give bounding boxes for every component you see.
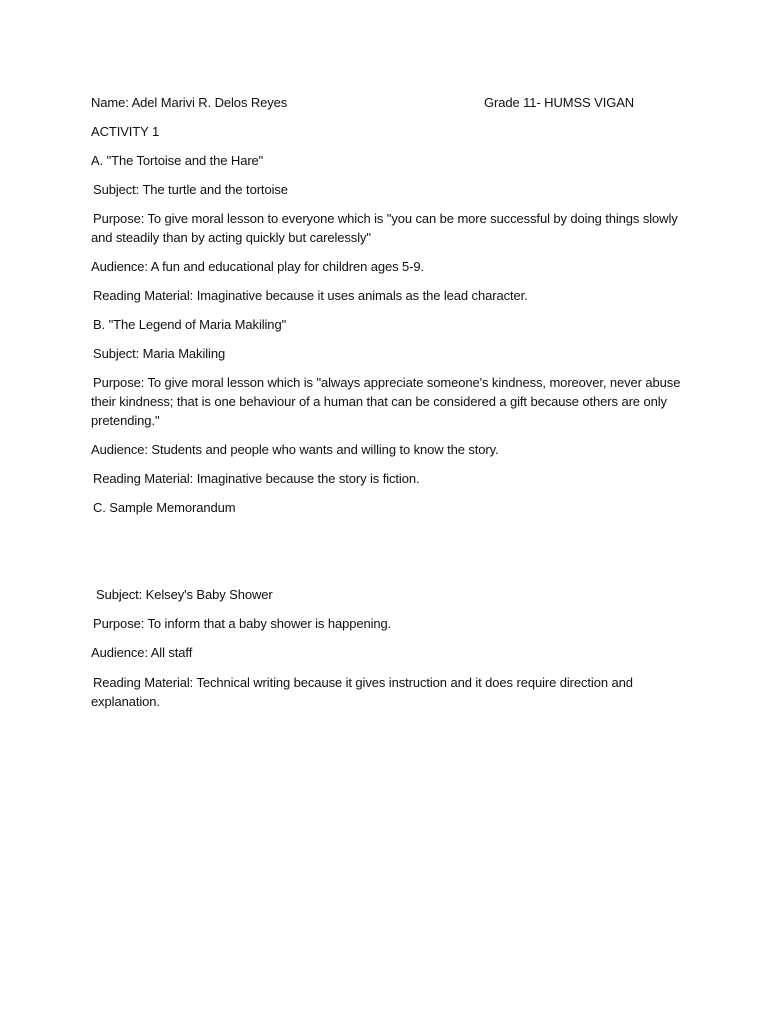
grade-section: Grade 11- HUMSS VIGAN — [484, 95, 635, 110]
section-b-purpose-line1: Purpose: To give moral lesson which is "always appreciate someone's kindness, moreover, never abuse — [93, 375, 681, 390]
section-b-purpose-line3: pretending." — [91, 413, 160, 428]
section-c-reading-material-line2: explanation. — [91, 694, 160, 709]
section-b-subject: Subject: Maria Makiling — [93, 346, 226, 361]
section-c-audience: Audience: All staff — [91, 645, 193, 660]
section-b-purpose-line2: their kindness; that is one behaviour of a human that can be considered a gift because others are only — [91, 394, 667, 409]
section-b-heading: B. "The Legend of Maria Makiling" — [93, 317, 287, 332]
section-c-heading: C. Sample Memorandum — [93, 500, 236, 515]
section-a-audience: Audience: A fun and educational play for children ages 5-9. — [91, 259, 425, 274]
section-b-audience: Audience: Students and people who wants and willing to know the story. — [91, 442, 499, 457]
activity-title: ACTIVITY 1 — [91, 124, 160, 139]
section-c-subject: Subject: Kelsey's Baby Shower — [96, 587, 273, 602]
section-a-subject: Subject: The turtle and the tortoise — [93, 182, 288, 197]
section-c-reading-material-line1: Reading Material: Technical writing because it gives instruction and it does require direction and — [93, 675, 633, 690]
section-b-reading-material: Reading Material: Imaginative because the story is fiction. — [93, 471, 420, 486]
section-c-purpose: Purpose: To inform that a baby shower is happening. — [93, 616, 392, 631]
section-a-purpose-line2: and steadily than by acting quickly but carelessly" — [91, 230, 371, 245]
section-a-purpose-line1: Purpose: To give moral lesson to everyone which is "you can be more successful by doing things slowly — [93, 211, 678, 226]
section-a-reading-material: Reading Material: Imaginative because it uses animals as the lead character. — [93, 288, 528, 303]
student-name: Name: Adel Marivi R. Delos Reyes — [91, 95, 288, 110]
section-a-heading: A. "The Tortoise and the Hare" — [91, 153, 264, 168]
